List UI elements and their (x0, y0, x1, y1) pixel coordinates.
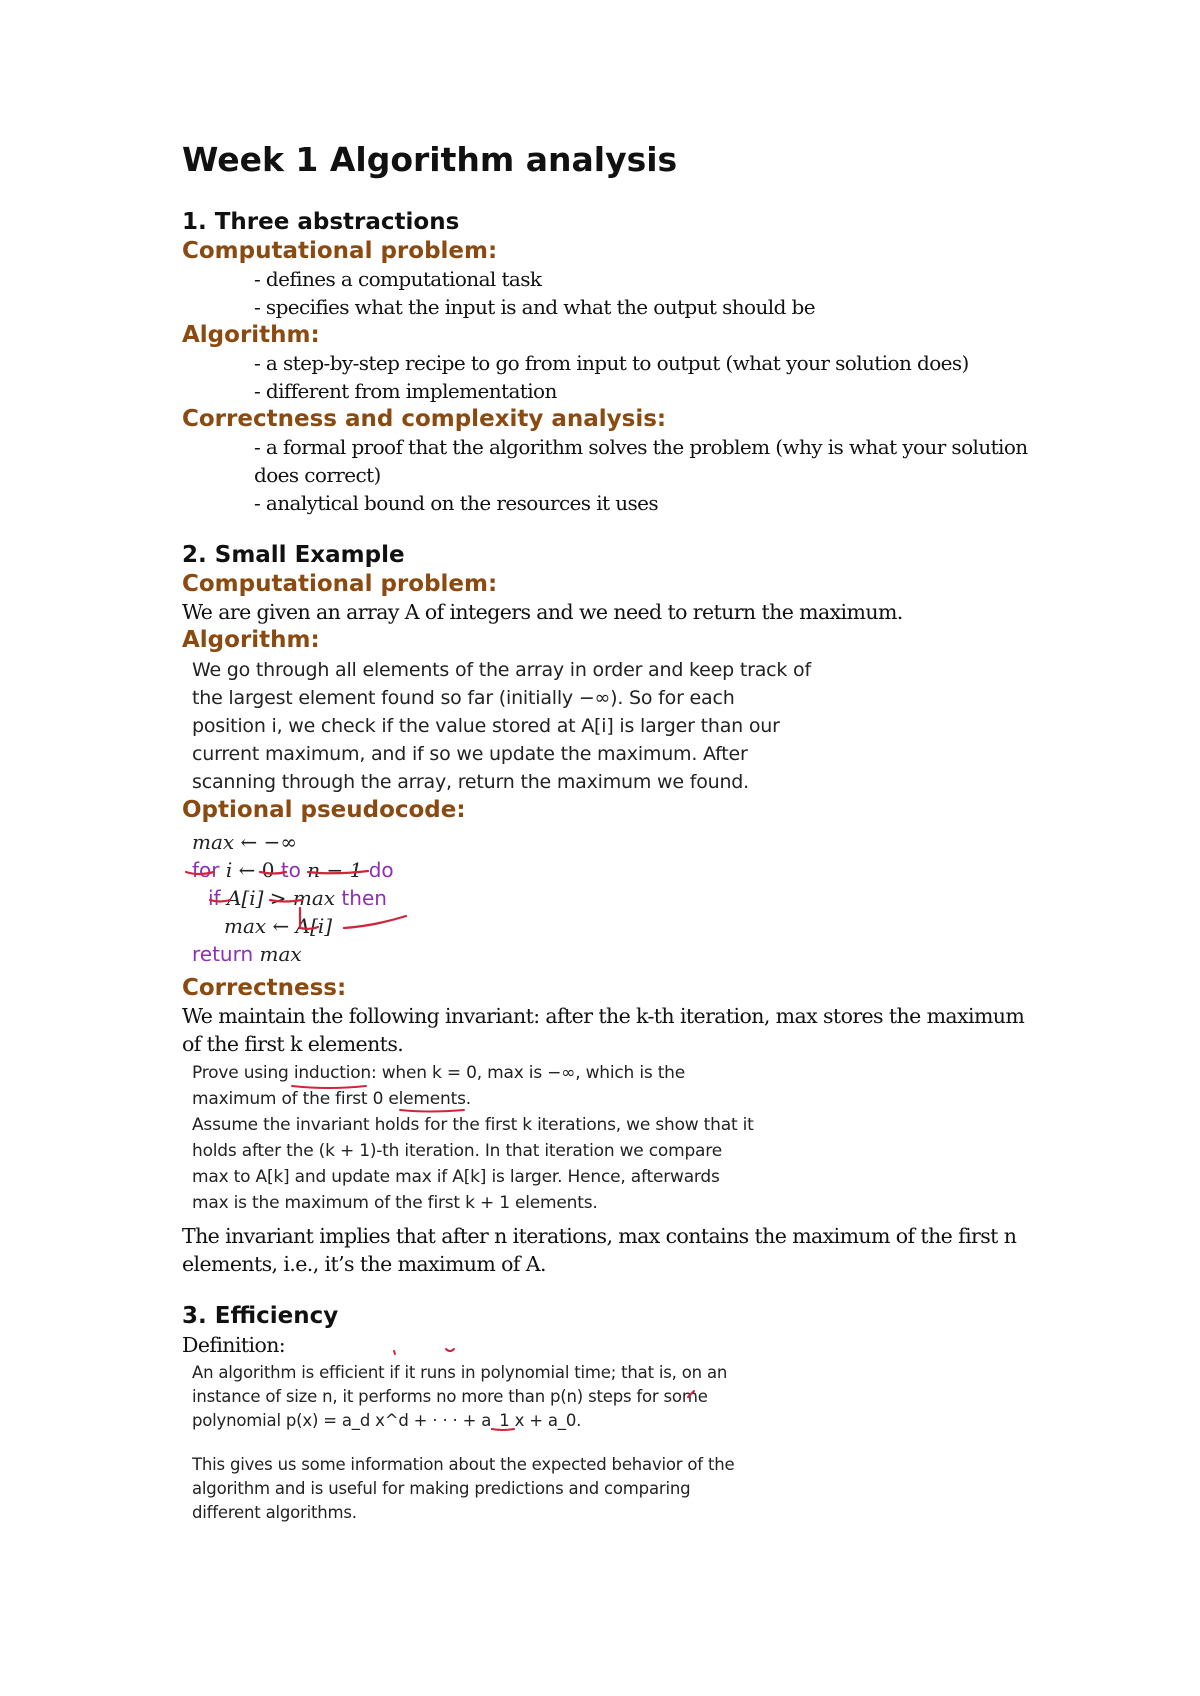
list-item: - different from implementation (254, 378, 557, 403)
problem-statement: We are given an array A of integers and we need to return the maximum. (182, 599, 903, 624)
section-efficiency (182, 1302, 1042, 1525)
excerpt-line: algorithm and is useful for making predictions and comparing (192, 1478, 691, 1498)
section-small-example (182, 541, 1042, 1278)
section-three-abstractions (182, 208, 1042, 517)
bullet-list (254, 433, 1042, 517)
list-item: - analytical bound on the resources it uses (254, 490, 659, 515)
definition-label: Definition: (182, 1332, 286, 1357)
pseudocode-line: for i ← 0 to n − 1 do (192, 857, 394, 882)
subheading-correctness-complexity: Correctness and complexity analysis: (182, 405, 667, 432)
excerpt-line: position i, we check if the value stored at A[i] is larger than our (192, 714, 780, 737)
list-item: - a formal proof that the algorithm solves the problem (why is what your solution does correct) (254, 434, 1028, 487)
excerpt-line: maximum of the first 0 elements. (192, 1088, 471, 1109)
excerpt-line: polynomial p(x) = a_d x^d + · · · + a_1 x + a_0. (192, 1410, 582, 1430)
subheading-algorithm: Algorithm: (182, 626, 320, 653)
excerpt-line: Prove using induction: when k = 0, max is −∞, which is the (192, 1062, 686, 1083)
excerpt-line: This gives us some information about the expected behavior of the (192, 1454, 735, 1474)
excerpt-line: current maximum, and if so we update the maximum. After (192, 742, 748, 765)
pseudocode-line: return max (192, 941, 302, 966)
list-item: - specifies what the input is and what the output should be (254, 294, 815, 319)
excerpt-line: Assume the invariant holds for the first k iterations, we show that it (192, 1114, 754, 1135)
bullet-list (254, 349, 1042, 405)
section-heading: 1. Three abstractions (182, 208, 460, 235)
info-excerpt (192, 1453, 1042, 1525)
definition-excerpt (192, 1361, 1042, 1433)
bullet-list (254, 265, 1042, 321)
page-title: Week 1 Algorithm analysis (182, 140, 678, 179)
algorithm-excerpt (192, 656, 1042, 796)
section-heading: 2. Small Example (182, 541, 405, 568)
subheading-computational-problem: Computational problem: (182, 237, 498, 264)
pseudocode-line: max ← −∞ (192, 829, 298, 854)
excerpt-line: max is the maximum of the first k + 1 elements. (192, 1192, 598, 1213)
document-content (182, 140, 1042, 1525)
excerpt-line: different algorithms. (192, 1502, 357, 1522)
invariant-statement: We maintain the following invariant: after the k-th iteration, max stores the maximum of the first k elements. (182, 1003, 1025, 1056)
subheading-algorithm: Algorithm: (182, 321, 320, 348)
section-heading: 3. Efficiency (182, 1302, 339, 1329)
excerpt-line: An algorithm is efficient if it runs in polynomial time; that is, on an (192, 1362, 728, 1382)
subheading-pseudocode: Optional pseudocode: (182, 796, 466, 823)
pseudocode-line: if A[i] > max then (208, 885, 387, 910)
excerpt-line: max to A[k] and update max if A[k] is larger. Hence, afterwards (192, 1166, 720, 1187)
excerpt-line: scanning through the array, return the maximum we found. (192, 770, 750, 793)
list-item: - a step-by-step recipe to go from input to output (what your solution does) (254, 350, 969, 375)
excerpt-line: the largest element found so far (initially −∞). So for each (192, 686, 735, 709)
subheading-correctness: Correctness: (182, 974, 347, 1001)
excerpt-line: instance of size n, it performs no more than p(n) steps for some (192, 1386, 708, 1406)
conclusion-text: The invariant implies that after n iterations, max contains the maximum of the first n elements, i.e., it’s the maximum of A. (182, 1223, 1017, 1276)
pseudocode-block (192, 828, 1042, 968)
pseudocode-line: max ← A[i] (224, 913, 333, 938)
subheading-computational-problem: Computational problem: (182, 570, 498, 597)
proof-excerpt (192, 1060, 1042, 1216)
excerpt-line: We go through all elements of the array in order and keep track of (192, 658, 811, 681)
list-item: - defines a computational task (254, 266, 542, 291)
excerpt-line: holds after the (k + 1)-th iteration. In that iteration we compare (192, 1140, 722, 1161)
